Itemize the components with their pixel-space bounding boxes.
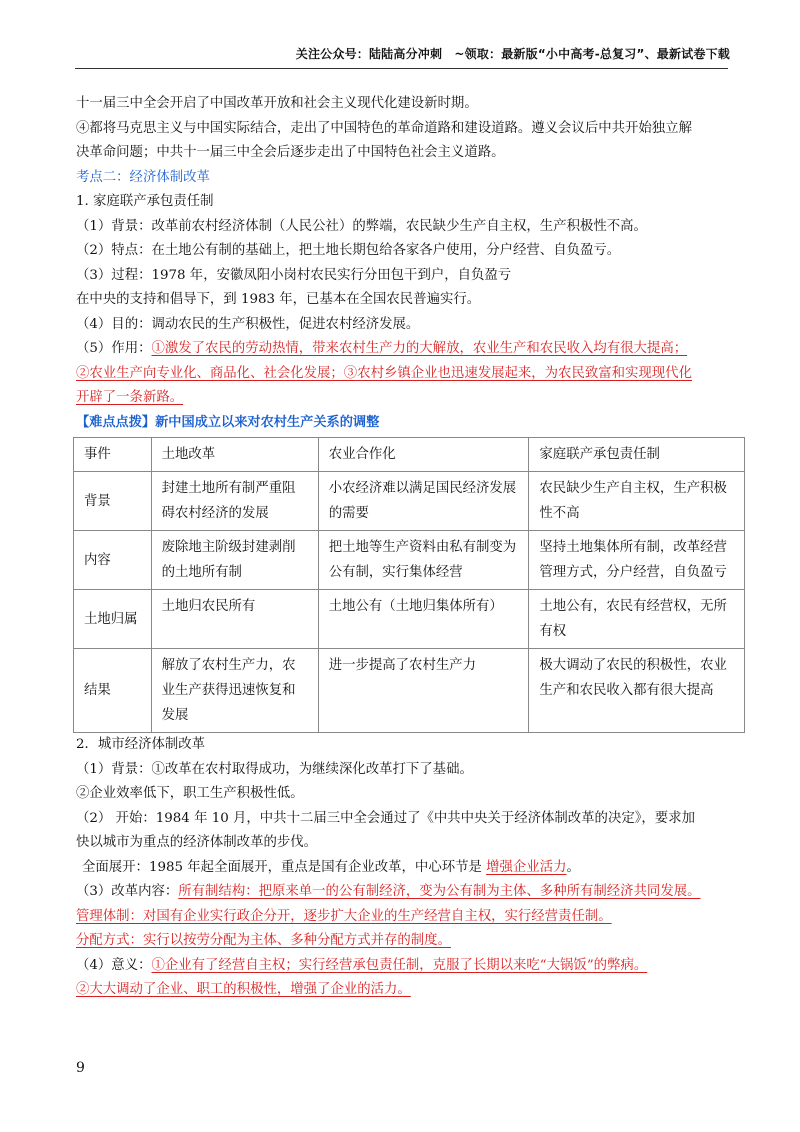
table-cell: 封建土地所有制严重阻碍农村经济的发展 [151,472,318,531]
full-launch-text: 全面展开：1985 年起全面展开，重点是国有企业改革，中心环节是 [82,859,487,875]
page-number: 9 [76,1060,85,1076]
document-body [76,92,730,1003]
table-header-cell: 家庭联产承包责任制 [529,438,745,472]
table-cell: 解放了农村生产力，农业生产获得迅速恢复和发展 [151,649,318,733]
background-line: ②企业效率低下，职工生产积极性低。 [76,786,304,801]
table-row-header: 土地归属 [74,590,152,649]
table-cell: 坚持土地集体所有制，改革经营管理方式，分户经营，自负盈亏 [529,531,745,590]
purpose-line: （4）目的：调动农民的生产积极性，促进农村经济发展。 [76,316,420,332]
process-line: （3）过程：1978 年，安徽凤阳小岗村农民实行分田包干到户，自负盈亏 [76,267,512,283]
background-line: （1）背景：①改革在农村取得成功，为继续深化改革打下了基础。 [76,761,473,777]
subsection-title: 2．城市经济体制改革 [76,737,206,752]
full-launch-answer: 增强企业活力 [486,859,567,875]
callout-heading: 【难点点拨】新中国成立以来对农村生产关系的调整 [76,414,380,430]
effect-label: （5）作用： [76,341,152,356]
table-cell: 土地公有，农民有经营权，无所有权 [529,590,745,649]
table-header-cell: 农业合作化 [318,438,529,472]
table-row-header: 内容 [74,531,152,590]
subsection-title: 1. 家庭联产承包责任制 [76,194,214,209]
meaning-line [76,954,730,979]
meaning-answer: ②大大调动了企业、职工的积极性，增强了企业的活力。 [76,982,411,997]
table-row [74,472,745,531]
background-line: （1）背景：改革前农村经济体制（人民公社）的弊端，农民缺少生产自主权，生产积极性不高。 [76,218,647,234]
table-header-row [74,438,745,472]
table-row-header: 结果 [74,649,152,733]
content-answer: 所有制结构：把原来单一的公有制经济，变为公有制为主体、多种所有制经济共同发展。 [178,884,701,899]
comparison-table [73,437,745,733]
table-row [74,590,745,649]
start-line: （2） 开始：1984 年 10 月，中共十二届三中全会通过了《中共中央关于经济体制改革的决定》，要求加 [76,810,695,826]
process-line: 在中央的支持和倡导下，到 1983 年，已基本在全国农民普遍实行。 [76,292,481,307]
paragraph-line: 决革命问题；中共十一届三中全会后逐步走出了中国特色社会主义道路。 [76,145,505,160]
page-header: 关注公众号：陆陆高分冲刺 ~领取：最新版“小中高考-总复习”、最新试卷下载 [295,47,730,61]
table-header-cell: 事件 [74,438,152,472]
table-cell: 废除地主阶级封建剥削的土地所有制 [151,531,318,590]
table-cell: 极大调动了农民的积极性，农业生产和农民收入都有很大提高 [529,649,745,733]
full-launch-line [76,856,730,881]
content-answer: 分配方式：实行以按劳分配为主体、多种分配方式并存的制度。 [76,933,451,948]
start-line: 快以城市为重点的经济体制改革的步伐。 [76,835,318,850]
content-line [76,880,730,905]
table-header-cell: 土地改革 [151,438,318,472]
table-cell: 把土地等生产资料由私有制变为公有制，实行集体经营 [318,531,529,590]
table-row [74,649,745,733]
content-answer: 管理体制：对国有企业实行政企分开，逐步扩大企业的生产经营自主权，实行经营责任制。 [76,908,612,924]
table-row-header: 背景 [74,472,152,531]
effect-answer: ①激发了农民的劳动热情，带来农村生产力的大解放，农业生产和农民收入均有很大提高； [151,341,688,356]
table-cell: 小农经济难以满足国民经济发展的需要 [318,472,529,531]
effect-line [76,337,730,362]
paragraph-line: 十一届三中全会开启了中国改革开放和社会主义现代化建设新时期。 [76,96,478,111]
effect-answer: ②农业生产向专业化、商品化、社会化发展；③农村乡镇企业也迅速发展起来，为农民致富和实现现代化 [76,365,692,381]
meaning-label: （4）意义： [76,957,152,973]
table-cell: 进一步提高了农村生产力 [318,649,529,733]
feature-line: （2）特点：在土地公有制的基础上，把土地长期包给各家各户使用，分户经营、自负盈亏。 [76,243,621,258]
paragraph-line: ④都将马克思主义与中国实际结合，走出了中国特色的革命道路和建设道路。遵义会议后中共开始独立解 [76,120,692,136]
table-cell: 土地归农民所有 [151,590,318,649]
table-row [74,531,745,590]
table-cell: 农民缺少生产自主权，生产积极性不高 [529,472,745,531]
full-launch-end: 。 [566,859,580,875]
table-cell: 土地公有（土地归集体所有） [318,590,529,649]
meaning-answer: ①企业有了经营自主权；实行经营承包责任制，克服了长期以来吃“大锅饭”的弊病。 [151,957,648,973]
effect-answer: 开辟了一条新路。 [76,390,184,405]
section-title: 考点二：经济体制改革 [76,169,210,185]
content-label: （3）改革内容： [76,884,179,899]
header-divider [75,68,728,69]
